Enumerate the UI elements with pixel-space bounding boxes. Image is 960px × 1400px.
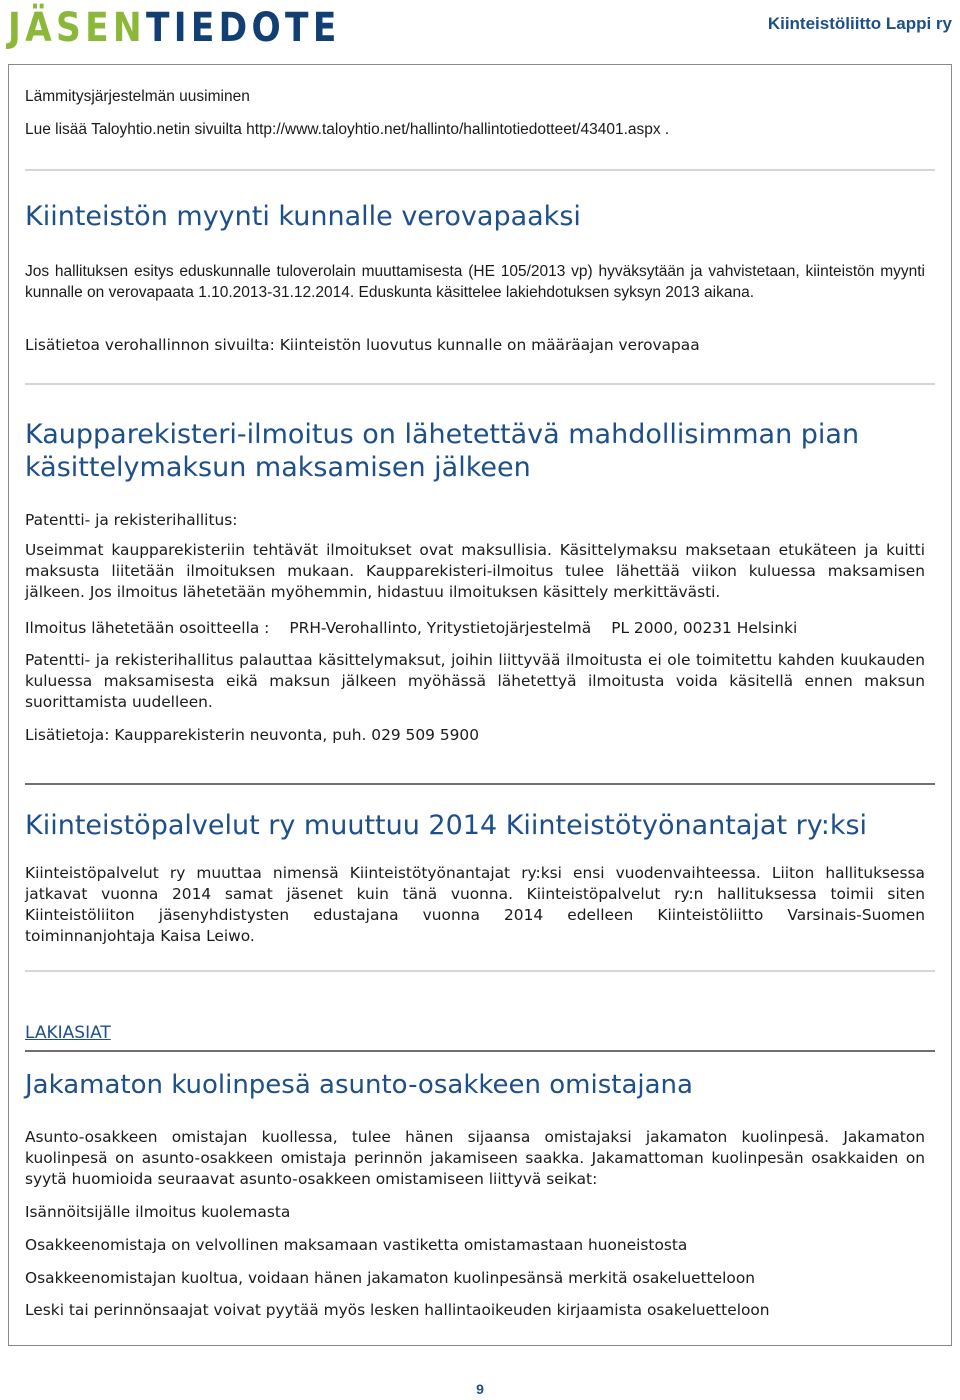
divider [25, 783, 935, 785]
tax-info-link[interactable]: Kiinteistön luovutus kunnalle on määräajan verovapaa [279, 336, 700, 354]
newsletter-logo [8, 6, 341, 50]
organization-name: Kiinteistöliitto Lappi ry [767, 14, 952, 33]
section-title-property-sale: Kiinteistön myynti kunnalle verovapaaksi [25, 201, 581, 232]
tax-info-label: Lisätietoa verohallinnon sivuilta: [25, 336, 275, 354]
divider [25, 1050, 935, 1052]
section-title-trade-register: Kaupparekisteri-ilmoitus on lähetettävä mahdollisimman pian käsittelymaksun maksamisen jälkeen [25, 419, 860, 483]
divider [25, 169, 935, 171]
trade-register-contact: Lisätietoja: Kaupparekisterin neuvonta, puh. 029 509 5900 [25, 726, 479, 744]
kiinteistopalvelut-paragraph: Kiinteistöpalvelut ry muuttaa nimensä Kiinteistötyönantajat ry:ksi ensi vuodenvaihteessa. Liiton hallituksessa jatkavat vuonna 2014 samat jäsenet kuin tänä vuonna. Kiinteistöpalvelut ry:n hallituksessa toimii siten Kiinteistöliiton jäsenyhdistysten edustajana vuonna 2014 edelleen Kiinteistöliitto Varsinais-Suomen toiminnanjohtaja Kaisa Leiwo. [25, 864, 925, 945]
trade-register-source: Patentti- ja rekisterihallitus: [25, 511, 238, 529]
section-title-kiinteistopalvelut: Kiinteistöpalvelut ry muuttuu 2014 Kiinteistötyönantajat ry:ksi [25, 810, 868, 841]
address-label: Ilmoitus lähetetään osoitteella : [25, 619, 270, 637]
divider [25, 383, 935, 385]
logo-part2: TIEDOTE [145, 5, 341, 51]
list-item: Osakkeenomistaja on velvollinen maksamaan vastiketta omistamastaan huoneistosta [25, 1236, 688, 1254]
refund-paragraph: Patentti- ja rekisterihallitus palauttaa käsittelymaksut, joihin liittyvää ilmoitusta ei ole toimitettu kahden kuukauden kuluessa maksamisesta eikä maksun jälkeen myöhässä lähetettyä ilmoitusta voida käsitellä ennen maksun suorittamista uudelleen. [25, 651, 925, 711]
heating-system-line: Lämmitysjärjestelmän uusiminen [25, 88, 250, 105]
list-item: Leski tai perinnönsaajat voivat pyytää myös lesken hallintaoikeuden kirjaamista osakeluetteloon [25, 1301, 770, 1319]
taloyhtio-link-line[interactable]: Lue lisää Taloyhtio.netin sivuilta http://www.taloyhtio.net/hallinto/hallintotiedotteet/43401.aspx . [25, 121, 670, 138]
divider [25, 970, 935, 972]
tax-info-line [25, 335, 925, 356]
list-item: Isännöitsijälle ilmoitus kuolemasta [25, 1203, 291, 1221]
address-box: PL 2000, 00231 Helsinki [611, 619, 798, 637]
trade-register-paragraph: Useimmat kaupparekisteriin tehtävät ilmoitukset ovat maksullisia. Käsittelymaksu maksetaan etukäteen ja kuitti maksusta liitetään ilmoituksen mukaan. Kaupparekisteri-ilmoitus tulee lähettää viikon kuluessa maksamisen jälkeen. Jos ilmoitus lähetetään myöhemmin, hidastuu ilmoituksen käsittely merkittävästi. [25, 541, 925, 601]
content-frame [8, 64, 952, 1346]
address-name: PRH-Verohallinto, Yritystietojärjestelmä [289, 619, 592, 637]
address-line [25, 618, 925, 639]
section-title-estate: Jakamaton kuolinpesä asunto-osakkeen omistajana [25, 1070, 693, 1100]
list-item: Osakkeenomistajan kuoltua, voidaan hänen jakamaton kuolinpesänsä merkitä osakeluetteloon [25, 1269, 756, 1287]
property-sale-paragraph: Jos hallituksen esitys eduskunnalle tuloverolain muuttamisesta (HE 105/2013 vp) hyväksytään ja vahvistetaan, kiinteistön myynti kunnalle on verovapaata 1.10.2013-31.12.2014. Eduskunta käsittelee lakiehdotuksen syksyn 2013 aikana. [25, 263, 925, 301]
page-number: 9 [476, 1381, 484, 1397]
logo-part1: JÄSEN [8, 5, 146, 51]
category-label: LAKIASIAT [25, 1023, 111, 1043]
estate-paragraph: Asunto-osakkeen omistajan kuollessa, tulee hänen sijaansa omistajaksi jakamaton kuolinpesä. Jakamaton kuolinpesä on asunto-osakkeen omistaja perinnön jakamiseen saakka. Jakamattoman kuolinpesän osakkaiden on syytä huomioida seuraavat asunto-osakkeen omistamiseen liittyvä seikat: [25, 1128, 925, 1188]
